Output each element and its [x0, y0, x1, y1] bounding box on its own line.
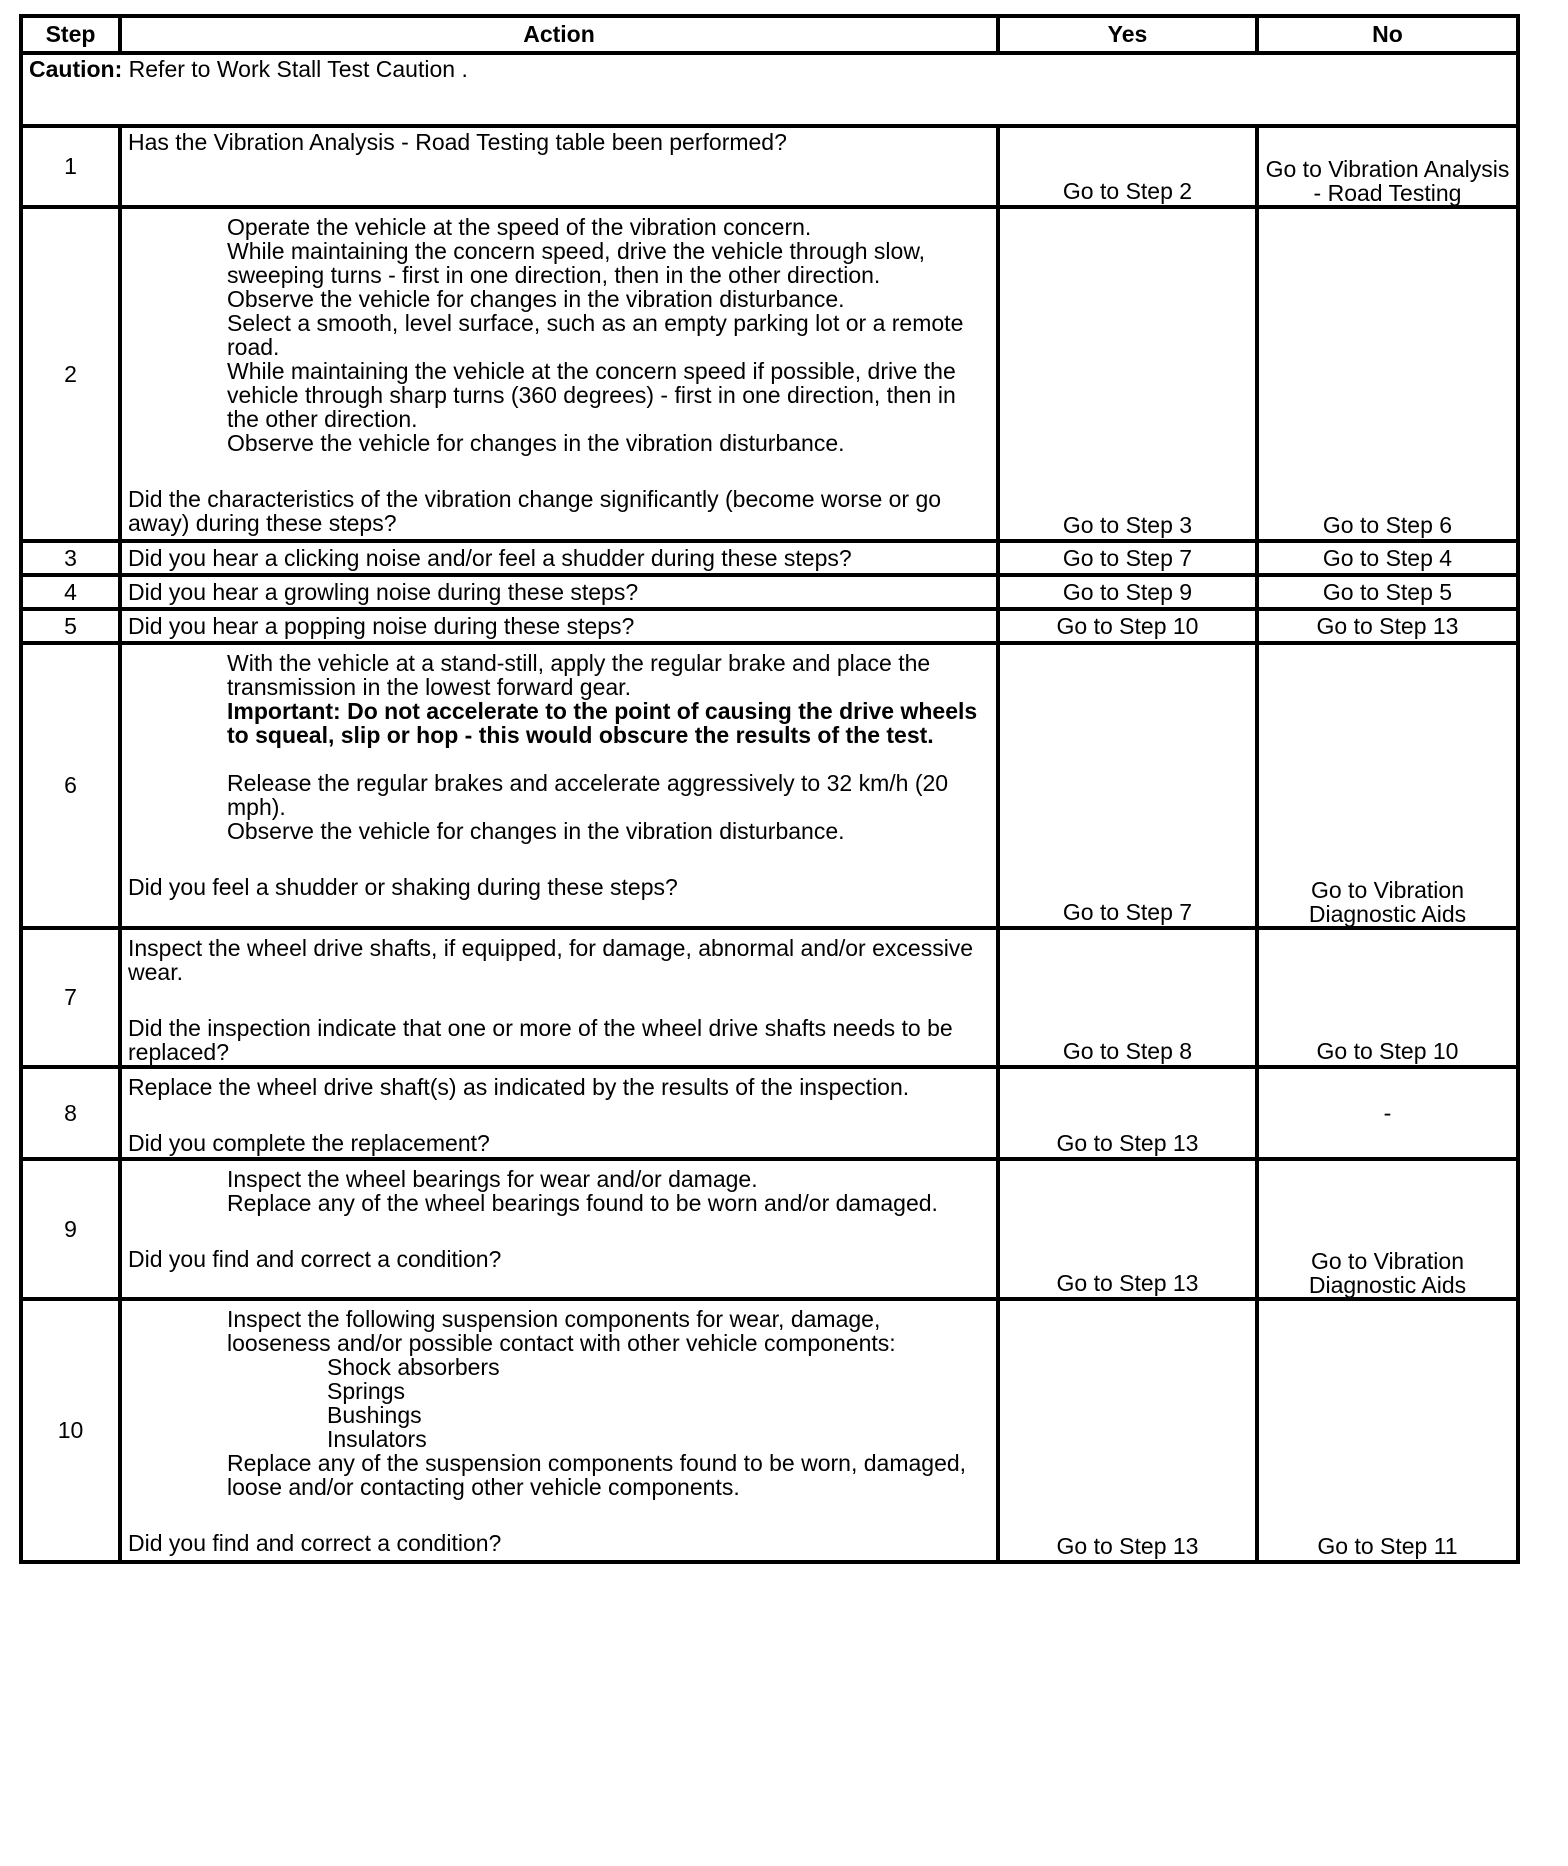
yes-cell: Go to Step 2	[998, 126, 1257, 207]
instruction-text: While maintaining the concern speed, drive the vehicle through slow, sweeping turns - first in one direction, then in the other direction.	[227, 238, 926, 288]
question-text: Did the characteristics of the vibration change significantly (become worse or go away) during these steps?	[128, 486, 942, 536]
no-cell: Go to Vibration Diagnostic Aids	[1257, 643, 1518, 928]
caution-label: Caution:	[29, 56, 123, 82]
table-row	[21, 928, 1518, 1067]
yes-cell: Go to Step 7	[998, 643, 1257, 928]
component-item: Springs	[327, 1378, 405, 1404]
action-cell	[120, 643, 998, 928]
instruction-text: Replace the wheel drive shaft(s) as indicated by the results of the inspection.	[128, 1074, 910, 1100]
table-row	[21, 575, 1518, 609]
step-number: 5	[21, 609, 120, 643]
step-number: 8	[21, 1067, 120, 1159]
yes-cell: Go to Step 13	[998, 1299, 1257, 1562]
action-cell	[120, 575, 998, 609]
question-text: Did you hear a clicking noise and/or feel a shudder during these steps?	[128, 544, 852, 571]
diagnostic-table	[19, 14, 1520, 1564]
instruction-text: Inspect the following suspension components for wear, damage, looseness and/or possible contact with other vehicle components:	[227, 1306, 896, 1356]
step-number: 7	[21, 928, 120, 1067]
question-text: Did you complete the replacement?	[128, 1130, 490, 1156]
no-cell: Go to Step 13	[1257, 609, 1518, 643]
instruction-text: Inspect the wheel drive shafts, if equipped, for damage, abnormal and/or excessive wear.	[128, 935, 974, 985]
table-row	[21, 609, 1518, 643]
table-row	[21, 207, 1518, 541]
action-cell	[120, 1299, 998, 1562]
action-cell	[120, 1159, 998, 1299]
action-cell	[120, 207, 998, 541]
step-number: 3	[21, 541, 120, 575]
table-row	[21, 1299, 1518, 1562]
no-cell: -	[1257, 1067, 1518, 1159]
question-text: Did you find and correct a condition?	[128, 1246, 502, 1272]
instruction-text: With the vehicle at a stand-still, apply the regular brake and place the transmission in the lowest forward gear.	[227, 650, 931, 700]
table-row	[21, 541, 1518, 575]
instruction-text: Replace any of the suspension components found to be worn, damaged, loose and/or contacting other vehicle components.	[227, 1450, 967, 1500]
table-row	[21, 643, 1518, 928]
question-text: Did the inspection indicate that one or more of the wheel drive shafts needs to be replaced?	[128, 1015, 953, 1065]
instruction-text: Release the regular brakes and accelerate aggressively to 32 km/h (20 mph).	[227, 770, 949, 820]
instruction-text: Replace any of the wheel bearings found to be worn and/or damaged.	[227, 1190, 938, 1216]
important-note: Important: Do not accelerate to the point of causing the drive wheels to squeal, slip or hop - this would obscure the results of the test.	[227, 698, 978, 748]
step-number: 4	[21, 575, 120, 609]
yes-cell: Go to Step 9	[998, 575, 1257, 609]
instruction-text: Operate the vehicle at the speed of the vibration concern.	[227, 214, 812, 240]
component-item: Bushings	[327, 1402, 422, 1428]
table-row	[21, 1067, 1518, 1159]
header-row	[21, 16, 1518, 53]
header-action: Action	[120, 16, 998, 53]
header-step: Step	[21, 16, 120, 53]
no-cell: Go to Step 5	[1257, 575, 1518, 609]
yes-cell: Go to Step 13	[998, 1159, 1257, 1299]
action-cell	[120, 541, 998, 575]
step-number: 9	[21, 1159, 120, 1299]
caution-row	[21, 53, 1518, 126]
instruction-text: While maintaining the vehicle at the concern speed if possible, drive the vehicle through sharp turns (360 degrees) - first in one direction, then in the other direction.	[227, 358, 956, 432]
yes-cell: Go to Step 7	[998, 541, 1257, 575]
component-item: Insulators	[327, 1426, 427, 1452]
instruction-text: Select a smooth, level surface, such as an empty parking lot or a remote road.	[227, 310, 964, 360]
step-number: 6	[21, 643, 120, 928]
yes-cell: Go to Step 13	[998, 1067, 1257, 1159]
step-number: 1	[21, 126, 120, 207]
action-cell	[120, 609, 998, 643]
step-number: 10	[21, 1299, 120, 1562]
table-row	[21, 126, 1518, 207]
instruction-text: Observe the vehicle for changes in the vibration disturbance.	[227, 286, 845, 312]
question-text: Did you feel a shudder or shaking during these steps?	[128, 874, 678, 900]
no-cell: Go to Step 4	[1257, 541, 1518, 575]
question-text: Has the Vibration Analysis - Road Testing table been performed?	[128, 129, 787, 155]
step-number: 2	[21, 207, 120, 541]
question-text: Did you hear a popping noise during these steps?	[128, 612, 635, 639]
action-cell	[120, 126, 998, 207]
no-cell: Go to Vibration Diagnostic Aids	[1257, 1159, 1518, 1299]
yes-cell: Go to Step 8	[998, 928, 1257, 1067]
instruction-text: Observe the vehicle for changes in the vibration disturbance.	[227, 818, 845, 844]
action-cell	[120, 928, 998, 1067]
no-cell: Go to Step 11	[1257, 1299, 1518, 1562]
header-no: No	[1257, 16, 1518, 53]
yes-cell: Go to Step 3	[998, 207, 1257, 541]
question-text: Did you find and correct a condition?	[128, 1530, 502, 1556]
yes-cell: Go to Step 10	[998, 609, 1257, 643]
no-cell: Go to Step 6	[1257, 207, 1518, 541]
component-item: Shock absorbers	[327, 1354, 500, 1380]
caution-text: Refer to Work Stall Test Caution .	[122, 56, 468, 82]
caution-cell	[21, 53, 1518, 126]
instruction-text: Observe the vehicle for changes in the vibration disturbance.	[227, 430, 845, 456]
instruction-text: Inspect the wheel bearings for wear and/or damage.	[227, 1166, 758, 1192]
no-cell: Go to Step 10	[1257, 928, 1518, 1067]
action-cell	[120, 1067, 998, 1159]
table-row	[21, 1159, 1518, 1299]
question-text: Did you hear a growling noise during these steps?	[128, 578, 639, 605]
header-yes: Yes	[998, 16, 1257, 53]
no-cell: Go to Vibration Analysis - Road Testing	[1257, 126, 1518, 207]
